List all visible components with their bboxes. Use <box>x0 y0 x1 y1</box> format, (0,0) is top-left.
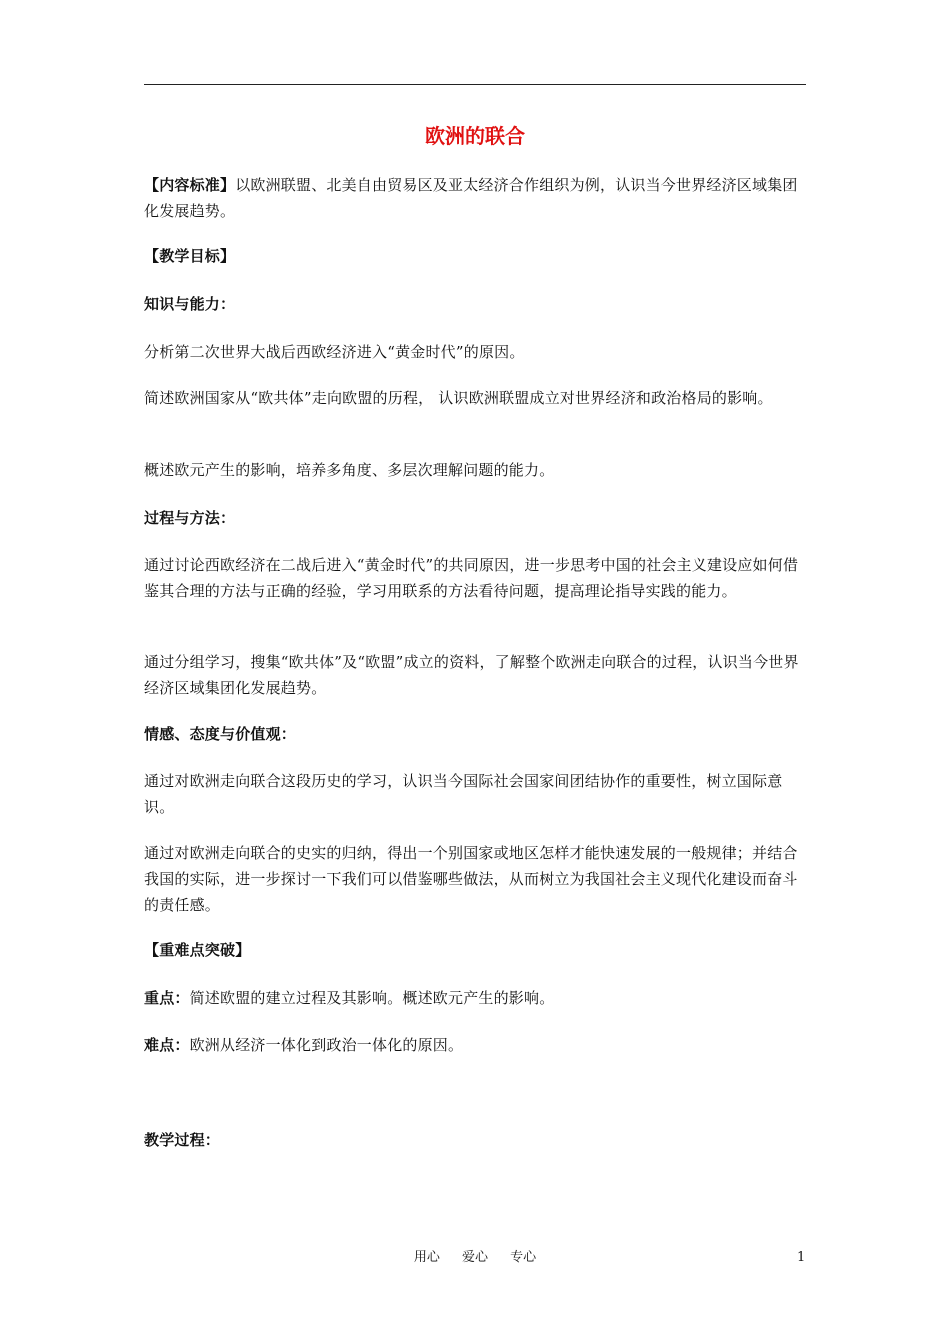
emotion-item-1: 通过对欧洲走向联合这段历史的学习，认识当今国际社会国家间团结协作的重要性，树立国际意识。 <box>144 772 783 816</box>
footer-item: 用心 <box>413 1250 440 1265</box>
difficult-point <box>144 1032 806 1058</box>
difficult-point-text: 欧洲从经济一体化到政治一体化的原因。 <box>189 1036 464 1054</box>
content-standard-text: 以欧洲联盟、北美自由贸易区及亚太经济合作组织为例，认识当今世界经济区域集团化发展趋势。 <box>144 176 798 220</box>
emotion-heading: 情感、态度与价值观： <box>144 725 297 743</box>
key-difficulty-heading: 【重难点突破】 <box>144 941 251 959</box>
page-footer <box>0 1249 950 1267</box>
content-standard <box>144 172 806 224</box>
objectives-heading: 【教学目标】 <box>144 247 236 265</box>
key-point-text: 简述欧盟的建立过程及其影响。概述欧元产生的影响。 <box>189 989 555 1007</box>
difficult-point-label: 难点： <box>144 1036 190 1054</box>
footer-item: 专心 <box>510 1250 537 1265</box>
key-point <box>144 985 806 1011</box>
content-standard-label: 【内容标准】 <box>144 176 236 194</box>
knowledge-heading: 知识与能力： <box>144 295 236 313</box>
header-rule <box>144 84 806 85</box>
document-title: 欧洲的联合 <box>425 124 525 148</box>
page-number: 1 <box>797 1250 806 1265</box>
key-point-label: 重点： <box>144 989 190 1007</box>
process-item-1: 通过讨论西欧经济在二战后进入“黄金时代”的共同原因，进一步思考中国的社会主义建设应如何借鉴其合理的方法与正确的经验，学习用联系的方法看待问题，提高理论指导实践的能力。 <box>144 556 799 600</box>
knowledge-item-2: 简述欧洲国家从“欧共体”走向欧盟的历程， 认识欧洲联盟成立对世界经济和政治格局的影响。 <box>144 389 773 407</box>
teaching-process-heading: 教学过程： <box>144 1131 221 1149</box>
knowledge-item-1: 分析第二次世界大战后西欧经济进入“黄金时代”的原因。 <box>144 343 525 361</box>
knowledge-item-3: 概述欧元产生的影响，培养多角度、多层次理解问题的能力。 <box>144 461 555 479</box>
process-heading: 过程与方法： <box>144 509 236 527</box>
emotion-item-2: 通过对欧洲走向联合的史实的归纳，得出一个别国家或地区怎样才能快速发展的一般规律；并结合我国的实际，进一步探讨一下我们可以借鉴哪些做法，从而树立为我国社会主义现代化建设而奋斗的责任感。 <box>144 844 798 914</box>
process-item-2: 通过分组学习，搜集“欧共体”及“欧盟”成立的资料，了解整个欧洲走向联合的过程，认识当今世界经济区域集团化发展趋势。 <box>144 653 799 697</box>
footer-item: 爱心 <box>461 1250 488 1265</box>
